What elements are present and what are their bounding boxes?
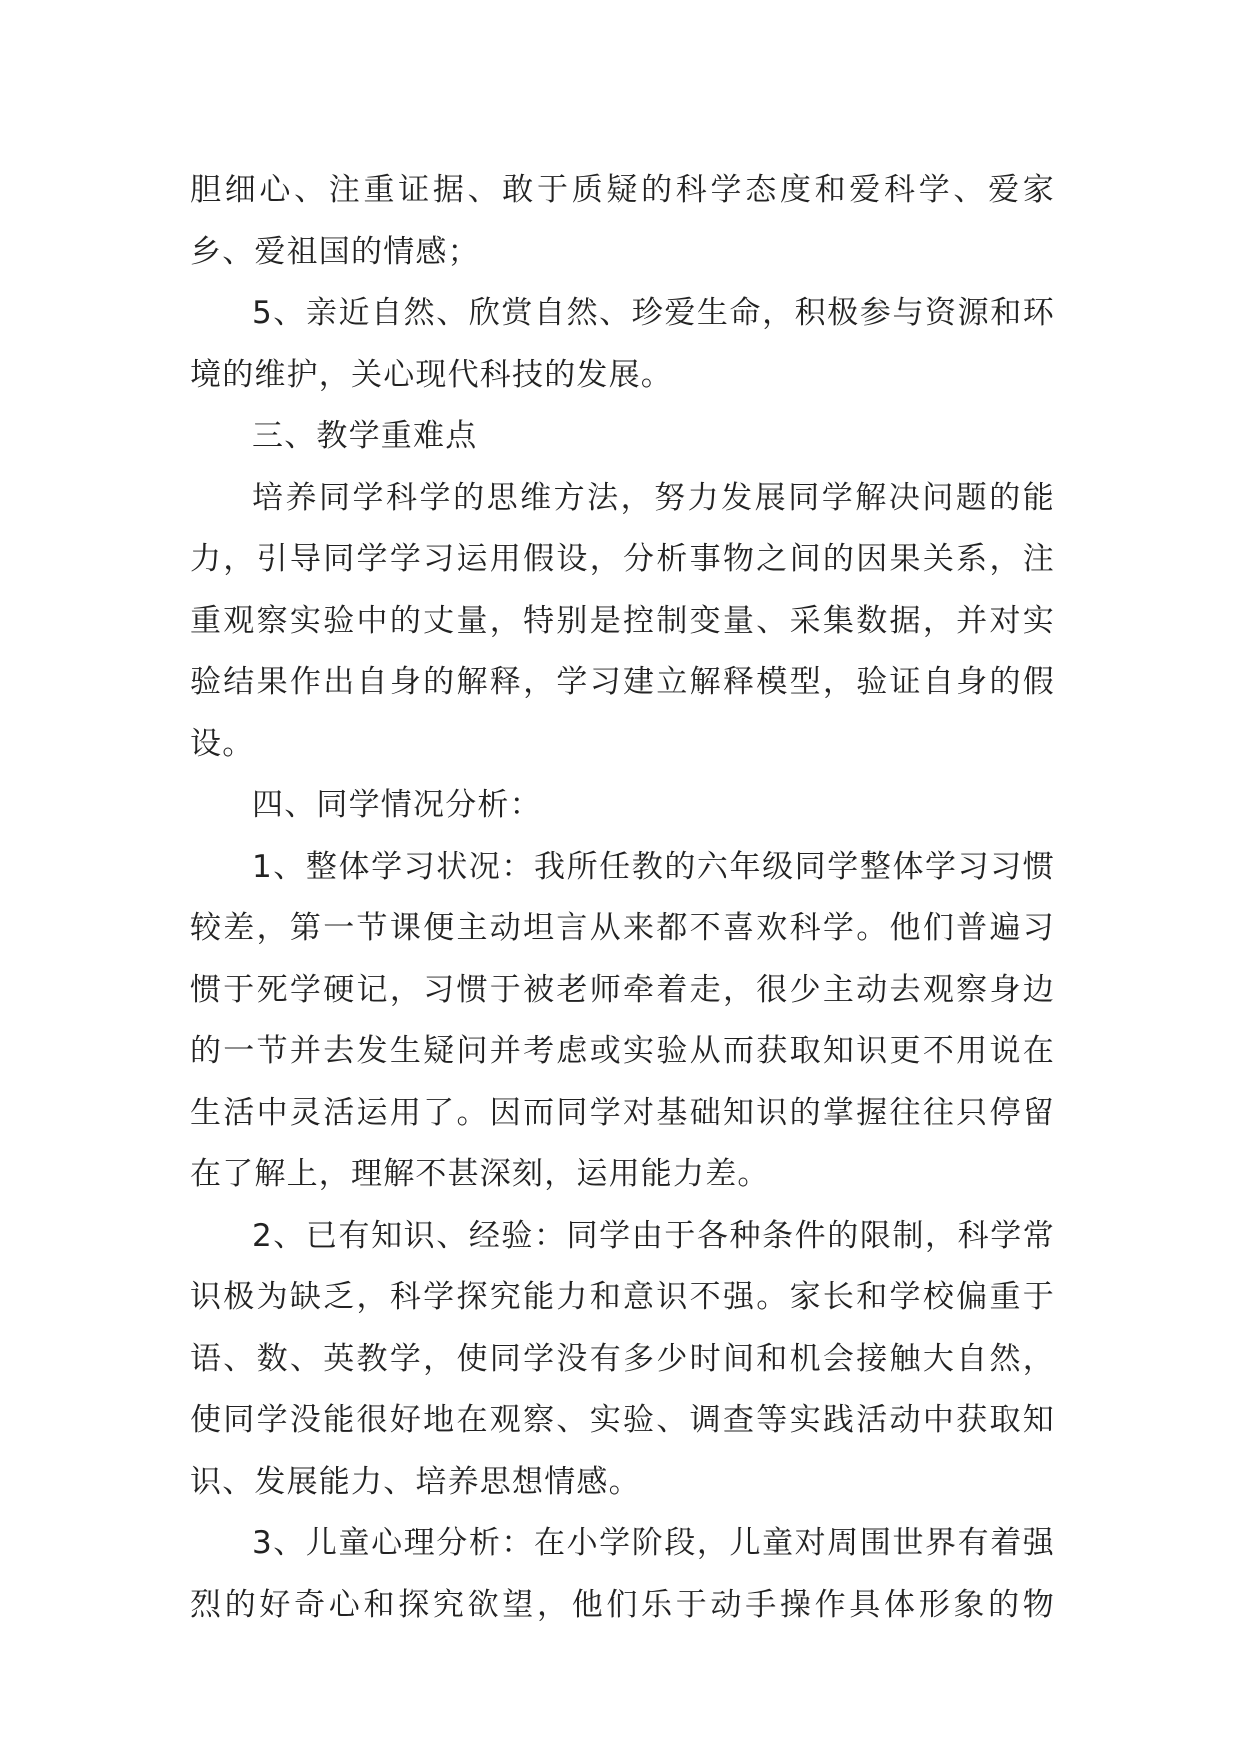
section-heading-student-analysis: 四、同学情况分析：: [252, 787, 542, 823]
paragraph-attitude: 胆细心、注重证据、敢于质疑的科学态度和爱科学、爱家乡、爱祖国的情感；: [190, 172, 1055, 270]
paragraph-analysis-3: 3、儿童心理分析：在小学阶段，儿童对周围世界有着强烈的好奇心和探究欲望，他们乐于动手操作具体形象的物: [190, 1525, 1055, 1623]
section-heading-key-points: 三、教学重难点: [252, 418, 478, 454]
paragraph-analysis-2: 2、已有知识、经验：同学由于各种条件的限制，科学常识极为缺乏，科学探究能力和意识不强。家长和学校偏重于语、数、英教学，使同学没有多少时间和机会接触大自然，使同学没能很好地在观察、实验、调查等实践活动中获取知识、发展能力、培养思想情感。: [190, 1217, 1055, 1500]
paragraph-key-points: 培养同学科学的思维方法，努力发展同学解决问题的能力，引导同学学习运用假设，分析事物之间的因果关系，注重观察实验中的丈量，特别是控制变量、采集数据，并对实验结果作出自身的解释，学习建立解释模型，验证自身的假设。: [190, 479, 1055, 762]
paragraph-goal-5: 5、亲近自然、欣赏自然、珍爱生命，积极参与资源和环境的维护，关心现代科技的发展。: [190, 295, 1055, 393]
document-body: [190, 160, 1055, 1636]
paragraph-analysis-1: 1、整体学习状况：我所任教的六年级同学整体学习习惯较差，第一节课便主动坦言从来都不喜欢科学。他们普遍习惯于死学硬记，习惯于被老师牵着走，很少主动去观察身边的一节并去发生疑问并考虑或实验从而获取知识更不用说在生活中灵活运用了。因而同学对基础知识的掌握往往只停留在了解上，理解不甚深刻，运用能力差。: [190, 848, 1055, 1192]
